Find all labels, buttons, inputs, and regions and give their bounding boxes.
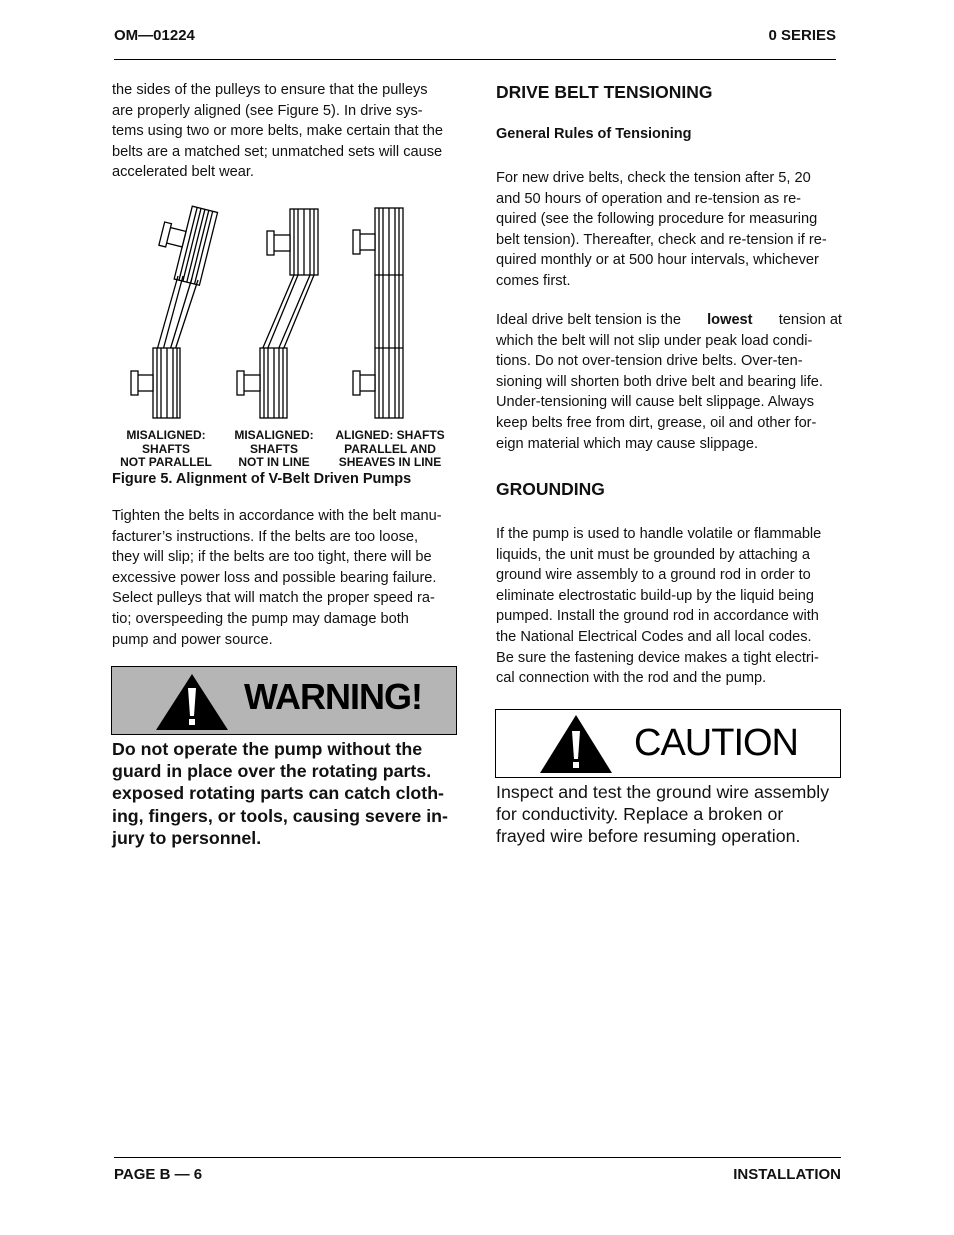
- section-label: INSTALLATION: [733, 1166, 841, 1183]
- intro-paragraph: the sides of the pulleys to ensure that the pulleys are properly aligned (see Figure 5). In drive sys- tems using two or more belts, make certain that the belts are a matched set; unmatched sets will cause accelerated belt wear.: [112, 82, 443, 181]
- series-label: 0 SERIES: [768, 27, 836, 44]
- doc-number: OM—01224: [114, 27, 195, 44]
- caution-text: Inspect and test the ground wire assembly for conductivity. Replace a broken or frayed wire before resuming operation.: [496, 782, 830, 847]
- pulley-pair-aligned: [353, 208, 403, 418]
- heading-grounding: GROUNDING: [496, 479, 605, 499]
- pulley-pair-not-parallel: [131, 201, 218, 418]
- subheading-general-rules: General Rules of Tensioning: [496, 126, 692, 142]
- caution-title: CAUTION: [634, 722, 798, 764]
- pulley-pair-not-in-line: [237, 209, 318, 418]
- warning-triangle-icon: [154, 672, 230, 732]
- heading-drive-belt-tensioning: DRIVE BELT TENSIONING: [496, 82, 713, 102]
- caution-box: [495, 709, 841, 778]
- warning-text: Do not operate the pump without the guard in place over the rotating parts. exposed rotating parts can catch cloth- ing, fingers, or tools, causing severe in- jury to personnel.: [112, 739, 448, 848]
- page-number: PAGE B — 6: [114, 1166, 203, 1183]
- caution-triangle-icon: [538, 713, 614, 775]
- tension-paragraph: For new drive belts, check the tension after 5, 20 and 50 hours of operation and re-tension as re- quired (see the following procedure for measuring belt tension). Thereafter, check and re-tension if re- quired monthly or at 500 hour intervals, whichever comes first.: [496, 170, 827, 289]
- figure-caption: Figure 5. Alignment of V-Belt Driven Pumps: [112, 471, 412, 487]
- warning-box: [111, 666, 457, 735]
- tighten-paragraph: Tighten the belts in accordance with the belt manu- facturer’s instructions. If the belts are too loose, they will slip; if the belts are too tight, there will be excessive power loss and possible bearing failure. Select pulleys that will match the proper speed ra- tio; overspeeding the pump may damage both pump and power source.: [112, 508, 442, 648]
- figure-label-not-in-line: MISALIGNED: SHAFTS NOT IN LINE: [234, 428, 314, 469]
- header-rule: [114, 59, 836, 60]
- warning-title: WARNING!: [244, 676, 422, 717]
- grounding-paragraph: If the pump is used to handle volatile or flammable liquids, the unit must be grounded by attaching a ground wire assembly to a ground rod in order to eliminate electrostatic build-up by the liquid being pumped. Install the ground rod in accordance with the National Electrical Codes and all local codes. Be sure the fastening device makes a tight electri- cal connection with the rod and the pump.: [496, 526, 822, 687]
- footer-rule: [114, 1157, 841, 1158]
- ideal-tension-paragraph: Ideal drive belt tension is the lowest tension at which the belt will not slip under peak load condi- tions. Do not over-tension drive belts. Over-ten- sioning will shorten both drive belt and bearing life. Under-tensioning will cause belt slippage. Always keep belts free from dirt, grease, oil and other for- eign material which may cause slippage.: [496, 312, 842, 452]
- figure-label-aligned: ALIGNED: SHAFTS PARALLEL AND SHEAVES IN LINE: [335, 428, 445, 469]
- belt-alignment-figure: [110, 200, 460, 425]
- figure-label-not-parallel: MISALIGNED: SHAFTS NOT PARALLEL: [120, 428, 212, 469]
